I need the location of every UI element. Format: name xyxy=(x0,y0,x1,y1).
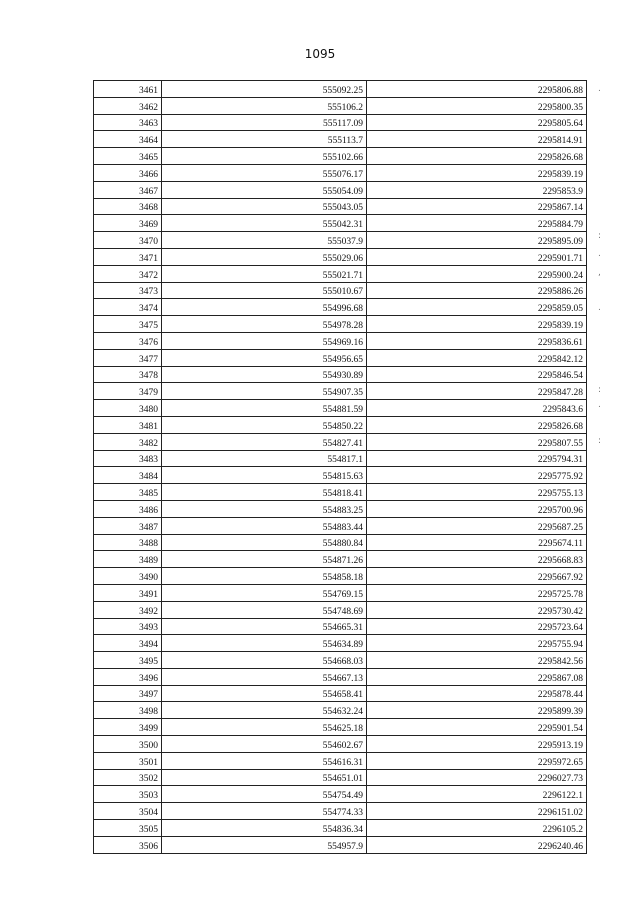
y-coordinate-cell: 2295839.19 xyxy=(367,316,587,333)
row-number-cell: 3500 xyxy=(94,736,162,753)
row-number-cell: 3485 xyxy=(94,484,162,501)
y-coordinate-cell: 2295913.19 xyxy=(367,736,587,753)
table-row xyxy=(94,131,587,148)
x-coordinate-cell: 555117.09 xyxy=(162,114,367,131)
x-coordinate-cell: 554625.18 xyxy=(162,719,367,736)
y-coordinate-cell: 2296151.02 xyxy=(367,803,587,820)
x-coordinate-cell: 554815.63 xyxy=(162,467,367,484)
row-number-cell: 3474 xyxy=(94,299,162,316)
x-coordinate-cell: 554665.31 xyxy=(162,618,367,635)
x-coordinate-cell: 555106.2 xyxy=(162,97,367,114)
x-coordinate-cell: 555054.09 xyxy=(162,181,367,198)
row-number-cell: 3471 xyxy=(94,248,162,265)
table-row xyxy=(94,181,587,198)
table-row xyxy=(94,484,587,501)
scan-mark: , xyxy=(598,268,601,278)
table-row xyxy=(94,433,587,450)
x-coordinate-cell: 554930.89 xyxy=(162,366,367,383)
row-number-cell: 3478 xyxy=(94,366,162,383)
row-number-cell: 3470 xyxy=(94,232,162,249)
row-number-cell: 3501 xyxy=(94,752,162,769)
y-coordinate-cell: 2295668.83 xyxy=(367,551,587,568)
y-coordinate-cell: 2295846.54 xyxy=(367,366,587,383)
y-coordinate-cell: 2295755.94 xyxy=(367,635,587,652)
table-row xyxy=(94,736,587,753)
y-coordinate-cell: 2295842.56 xyxy=(367,652,587,669)
x-coordinate-cell: 554996.68 xyxy=(162,299,367,316)
y-coordinate-cell: 2295800.35 xyxy=(367,97,587,114)
y-coordinate-cell: 2295807.55 xyxy=(367,433,587,450)
row-number-cell: 3473 xyxy=(94,282,162,299)
y-coordinate-cell: 2295901.71 xyxy=(367,248,587,265)
y-coordinate-cell: 2295826.68 xyxy=(367,148,587,165)
table-row xyxy=(94,349,587,366)
x-coordinate-cell: 554634.89 xyxy=(162,635,367,652)
y-coordinate-cell: 2295972.65 xyxy=(367,752,587,769)
x-coordinate-cell: 554616.31 xyxy=(162,752,367,769)
table-row xyxy=(94,114,587,131)
x-coordinate-cell: 554978.28 xyxy=(162,316,367,333)
row-number-cell: 3468 xyxy=(94,198,162,215)
row-number-cell: 3483 xyxy=(94,450,162,467)
y-coordinate-cell: 2295667.92 xyxy=(367,568,587,585)
row-number-cell: 3464 xyxy=(94,131,162,148)
table-row xyxy=(94,500,587,517)
x-coordinate-cell: 554850.22 xyxy=(162,416,367,433)
x-coordinate-cell: 555043.05 xyxy=(162,198,367,215)
y-coordinate-cell: 2295867.14 xyxy=(367,198,587,215)
y-coordinate-cell: 2295814.91 xyxy=(367,131,587,148)
y-coordinate-cell: 2295843.6 xyxy=(367,400,587,417)
y-coordinate-cell: 2295886.26 xyxy=(367,282,587,299)
x-coordinate-cell: 554632.24 xyxy=(162,702,367,719)
y-coordinate-cell: 2295700.96 xyxy=(367,500,587,517)
x-coordinate-cell: 555102.66 xyxy=(162,148,367,165)
row-number-cell: 3469 xyxy=(94,215,162,232)
y-coordinate-cell: 2296240.46 xyxy=(367,836,587,853)
table-row xyxy=(94,685,587,702)
row-number-cell: 3462 xyxy=(94,97,162,114)
table-row xyxy=(94,635,587,652)
scan-mark: : xyxy=(598,231,602,241)
x-coordinate-cell: 554871.26 xyxy=(162,551,367,568)
x-coordinate-cell: 554769.15 xyxy=(162,584,367,601)
row-number-cell: 3505 xyxy=(94,820,162,837)
y-coordinate-cell: 2295723.64 xyxy=(367,618,587,635)
x-coordinate-cell: 554667.13 xyxy=(162,668,367,685)
y-coordinate-cell: 2295755.13 xyxy=(367,484,587,501)
row-number-cell: 3461 xyxy=(94,81,162,98)
row-number-cell: 3495 xyxy=(94,652,162,669)
row-number-cell: 3491 xyxy=(94,584,162,601)
x-coordinate-cell: 555076.17 xyxy=(162,164,367,181)
x-coordinate-cell: 555029.06 xyxy=(162,248,367,265)
table-row xyxy=(94,148,587,165)
y-coordinate-cell: 2295867.08 xyxy=(367,668,587,685)
x-coordinate-cell: 554883.44 xyxy=(162,517,367,534)
row-number-cell: 3502 xyxy=(94,769,162,786)
table-row xyxy=(94,618,587,635)
y-coordinate-cell: 2295806.88 xyxy=(367,81,587,98)
x-coordinate-cell: 554817.1 xyxy=(162,450,367,467)
y-coordinate-cell: 2295839.19 xyxy=(367,164,587,181)
y-coordinate-cell: 2295899.39 xyxy=(367,702,587,719)
row-number-cell: 3463 xyxy=(94,114,162,131)
row-number-cell: 3480 xyxy=(94,400,162,417)
x-coordinate-cell: 554969.16 xyxy=(162,332,367,349)
x-coordinate-cell: 555021.71 xyxy=(162,265,367,282)
y-coordinate-cell: 2296027.73 xyxy=(367,769,587,786)
row-number-cell: 3489 xyxy=(94,551,162,568)
x-coordinate-cell: 554602.67 xyxy=(162,736,367,753)
table-row xyxy=(94,400,587,417)
x-coordinate-cell: 554748.69 xyxy=(162,601,367,618)
row-number-cell: 3486 xyxy=(94,500,162,517)
row-number-cell: 3498 xyxy=(94,702,162,719)
table-row xyxy=(94,282,587,299)
table-row xyxy=(94,568,587,585)
row-number-cell: 3497 xyxy=(94,685,162,702)
row-number-cell: 3479 xyxy=(94,383,162,400)
row-number-cell: 3472 xyxy=(94,265,162,282)
x-coordinate-cell: 555042.31 xyxy=(162,215,367,232)
row-number-cell: 3487 xyxy=(94,517,162,534)
table-row xyxy=(94,383,587,400)
y-coordinate-cell: 2295900.24 xyxy=(367,265,587,282)
scan-mark: . xyxy=(598,303,601,313)
x-coordinate-cell: 554651.01 xyxy=(162,769,367,786)
y-coordinate-cell: 2295674.11 xyxy=(367,534,587,551)
scan-mark: . xyxy=(598,84,601,94)
table-row xyxy=(94,702,587,719)
table-row xyxy=(94,769,587,786)
x-coordinate-cell: 554658.41 xyxy=(162,685,367,702)
row-number-cell: 3466 xyxy=(94,164,162,181)
y-coordinate-cell: 2295901.54 xyxy=(367,719,587,736)
x-coordinate-cell: 554858.18 xyxy=(162,568,367,585)
table-row xyxy=(94,81,587,98)
x-coordinate-cell: 555010.67 xyxy=(162,282,367,299)
table-row xyxy=(94,332,587,349)
x-coordinate-cell: 554957.9 xyxy=(162,836,367,853)
x-coordinate-cell: 554836.34 xyxy=(162,820,367,837)
x-coordinate-cell: 555037.9 xyxy=(162,232,367,249)
y-coordinate-cell: 2295842.12 xyxy=(367,349,587,366)
scan-mark: . xyxy=(598,249,601,259)
table-row xyxy=(94,299,587,316)
x-coordinate-cell: 554668.03 xyxy=(162,652,367,669)
y-coordinate-cell: 2295805.64 xyxy=(367,114,587,131)
y-coordinate-cell: 2295847.28 xyxy=(367,383,587,400)
x-coordinate-cell: 554827.41 xyxy=(162,433,367,450)
table-row xyxy=(94,97,587,114)
y-coordinate-cell: 2295836.61 xyxy=(367,332,587,349)
row-number-cell: 3467 xyxy=(94,181,162,198)
table-row xyxy=(94,467,587,484)
x-coordinate-cell: 554956.65 xyxy=(162,349,367,366)
table-row xyxy=(94,517,587,534)
row-number-cell: 3494 xyxy=(94,635,162,652)
row-number-cell: 3481 xyxy=(94,416,162,433)
table-row xyxy=(94,786,587,803)
x-coordinate-cell: 554774.33 xyxy=(162,803,367,820)
table-row xyxy=(94,601,587,618)
table-row xyxy=(94,820,587,837)
y-coordinate-cell: 2296105.2 xyxy=(367,820,587,837)
y-coordinate-cell: 2295687.25 xyxy=(367,517,587,534)
x-coordinate-cell: 554881.59 xyxy=(162,400,367,417)
row-number-cell: 3482 xyxy=(94,433,162,450)
table-row xyxy=(94,584,587,601)
y-coordinate-cell: 2295730.42 xyxy=(367,601,587,618)
row-number-cell: 3496 xyxy=(94,668,162,685)
y-coordinate-cell: 2296122.1 xyxy=(367,786,587,803)
y-coordinate-cell: 2295884.79 xyxy=(367,215,587,232)
row-number-cell: 3503 xyxy=(94,786,162,803)
table-body xyxy=(94,81,587,854)
scan-mark: : xyxy=(598,385,602,395)
y-coordinate-cell: 2295725.78 xyxy=(367,584,587,601)
y-coordinate-cell: 2295775.92 xyxy=(367,467,587,484)
page-number: 1095 xyxy=(304,47,336,61)
row-number-cell: 3504 xyxy=(94,803,162,820)
table-row xyxy=(94,803,587,820)
y-coordinate-cell: 2295895.09 xyxy=(367,232,587,249)
y-coordinate-cell: 2295853.9 xyxy=(367,181,587,198)
row-number-cell: 3490 xyxy=(94,568,162,585)
row-number-cell: 3493 xyxy=(94,618,162,635)
table-row xyxy=(94,652,587,669)
x-coordinate-cell: 554818.41 xyxy=(162,484,367,501)
row-number-cell: 3499 xyxy=(94,719,162,736)
x-coordinate-cell: 555113.7 xyxy=(162,131,367,148)
row-number-cell: 3484 xyxy=(94,467,162,484)
row-number-cell: 3492 xyxy=(94,601,162,618)
table-row xyxy=(94,836,587,853)
y-coordinate-cell: 2295878.44 xyxy=(367,685,587,702)
table-row xyxy=(94,316,587,333)
row-number-cell: 3488 xyxy=(94,534,162,551)
x-coordinate-cell: 555092.25 xyxy=(162,81,367,98)
table-row xyxy=(94,198,587,215)
table-row xyxy=(94,215,587,232)
x-coordinate-cell: 554754.49 xyxy=(162,786,367,803)
table-row xyxy=(94,366,587,383)
table-row xyxy=(94,164,587,181)
table-row xyxy=(94,232,587,249)
row-number-cell: 3476 xyxy=(94,332,162,349)
row-number-cell: 3477 xyxy=(94,349,162,366)
scan-mark: . xyxy=(598,400,601,410)
table-row xyxy=(94,551,587,568)
table-row xyxy=(94,668,587,685)
table-row xyxy=(94,265,587,282)
y-coordinate-cell: 2295826.68 xyxy=(367,416,587,433)
table-row xyxy=(94,416,587,433)
row-number-cell: 3475 xyxy=(94,316,162,333)
table-row xyxy=(94,752,587,769)
table-row xyxy=(94,534,587,551)
coordinates-table xyxy=(93,80,587,854)
y-coordinate-cell: 2295859.05 xyxy=(367,299,587,316)
table-row xyxy=(94,450,587,467)
table-row xyxy=(94,719,587,736)
table-row xyxy=(94,248,587,265)
y-coordinate-cell: 2295794.31 xyxy=(367,450,587,467)
x-coordinate-cell: 554880.84 xyxy=(162,534,367,551)
row-number-cell: 3506 xyxy=(94,836,162,853)
x-coordinate-cell: 554907.35 xyxy=(162,383,367,400)
scan-mark: : xyxy=(598,436,602,446)
x-coordinate-cell: 554883.25 xyxy=(162,500,367,517)
row-number-cell: 3465 xyxy=(94,148,162,165)
